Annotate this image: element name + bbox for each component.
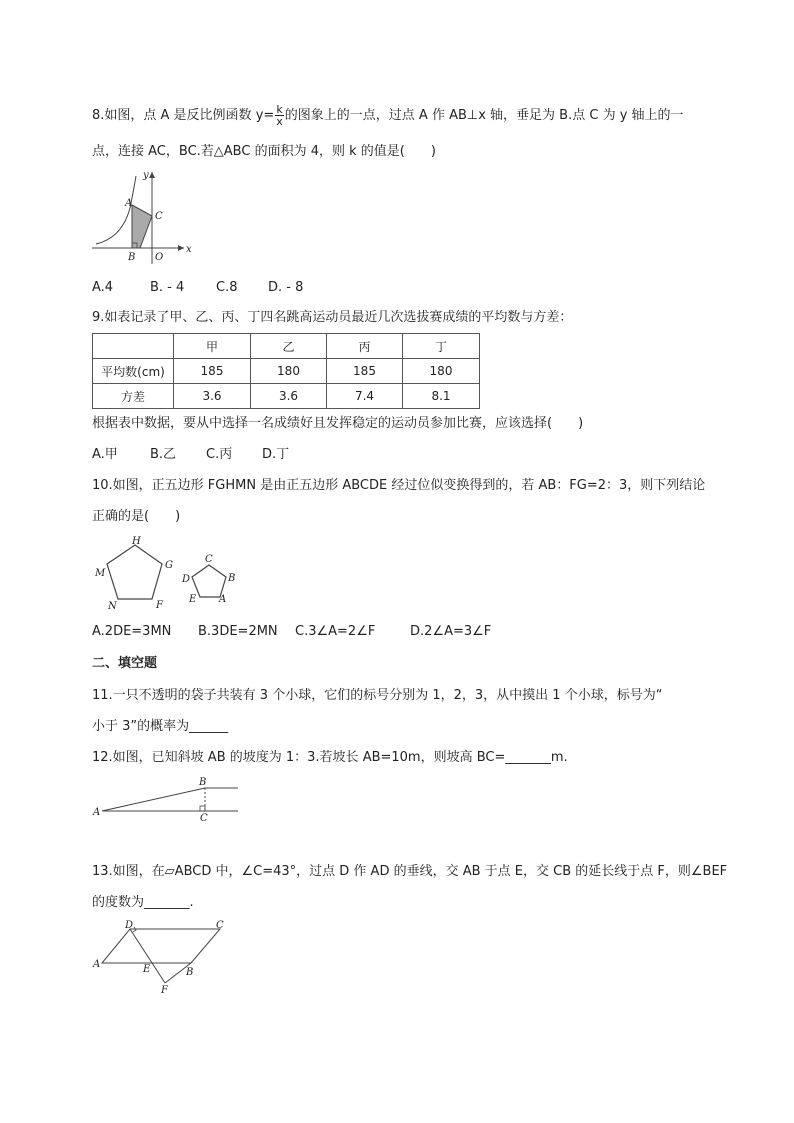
q10-label-C: C: [205, 554, 213, 565]
q8-label-O: O: [155, 252, 164, 263]
q10-label-H: H: [132, 536, 141, 547]
q8-label-A: A: [125, 198, 133, 209]
q10-choice-b: B.3DE=2MN: [198, 624, 278, 639]
q8-stem-line1: [92, 104, 684, 127]
q13-label-F: F: [161, 985, 168, 995]
q8-figure: [92, 168, 192, 266]
q9-header-blank: [93, 334, 174, 359]
q10-label-F: F: [156, 600, 163, 611]
q10-choice-a: A.2DE=3MN: [92, 624, 172, 639]
q8-label-x: x: [186, 244, 192, 255]
q12-stem: 12.如图，已知斜坡 AB 的坡度为 1：3.若坡长 AB=10m，则坡高 BC=_______m.: [92, 750, 568, 765]
q9-cell: 3.6: [174, 384, 251, 409]
q9-choice-c: C.丙: [206, 447, 233, 462]
q9-score-table: [92, 333, 480, 409]
q13-parallelogram: [102, 929, 220, 963]
q8-fraction-denominator: x: [276, 115, 283, 128]
q13-label-A: A: [93, 959, 101, 970]
q9-header-jia: 甲: [174, 334, 251, 359]
q10-label-B: B: [228, 573, 236, 584]
q8-shaded-triangle: [132, 205, 152, 248]
q8-choice-b: B. - 4: [150, 280, 185, 295]
q10-label-E: E: [189, 594, 197, 605]
q12-slope-line: [102, 788, 205, 811]
q9-choice-a: A.甲: [92, 447, 118, 462]
table-row: [93, 359, 480, 384]
q8-stem-line2: 点，连接 AC，BC.若△ABC 的面积为 4，则 k 的值是( ): [92, 144, 436, 159]
q12-right-angle-mark: [200, 806, 205, 811]
q9-cell: 180: [403, 359, 480, 384]
q13-figure: [92, 920, 242, 995]
q10-small-pentagon: [192, 565, 226, 597]
q9-cell: 7.4: [327, 384, 403, 409]
table-row: [93, 384, 480, 409]
q9-cell: 185: [174, 359, 251, 384]
q8-choice-d: D. - 8: [268, 280, 304, 295]
q10-stem-line2: 正确的是( ): [92, 509, 181, 524]
q10-large-pentagon: [107, 545, 162, 599]
q13-label-D: D: [125, 920, 134, 931]
q9-header-bing: 丙: [327, 334, 403, 359]
q8-stem-part2: 的图象上的一点，过点 A 作 AB⊥x 轴，垂足为 B.点 C 为 y 轴上的一: [284, 108, 684, 123]
q9-stem: 9.如表记录了甲、乙、丙、丁四名跳高运动员最近几次选拔赛成绩的平均数与方差：: [92, 310, 573, 325]
q11-stem-line1: 11.一只不透明的袋子共装有 3 个小球，它们的标号分别为 1，2，3，从中摸出 1 个小球，标号为“: [92, 688, 663, 703]
q10-stem-line1: 10.如图，正五边形 FGHMN 是由正五边形 ABCDE 经过位似变换得到的，若 AB：FG=2：3，则下列结论: [92, 478, 706, 493]
q10-label-M: M: [95, 568, 106, 579]
q11-stem-line2: 小于 3”的概率为______: [92, 719, 229, 734]
q13-label-B: B: [186, 967, 194, 978]
q9-cell: 185: [327, 359, 403, 384]
q8-fraction: [275, 104, 284, 127]
table-row: [93, 334, 480, 359]
q13-stem-line2: 的度数为_______.: [92, 895, 194, 910]
q12-figure: [92, 774, 242, 824]
q9-header-ding: 丁: [403, 334, 480, 359]
q10-label-G: G: [165, 560, 173, 571]
q8-x-arrow: [178, 245, 184, 251]
q10-figure: [92, 536, 242, 616]
q8-choices: [92, 279, 303, 297]
q9-row-mean-label: 平均数(cm): [93, 359, 174, 384]
q10-choice-c: C.3∠A=2∠F: [295, 624, 376, 639]
q12-label-A: A: [93, 807, 101, 818]
q10-label-N: N: [108, 601, 117, 612]
q9-header-yi: 乙: [251, 334, 327, 359]
q8-label-C: C: [155, 211, 163, 222]
q8-hyperbola-curve: [96, 176, 136, 244]
q13-label-E: E: [143, 964, 151, 975]
q9-question: 根据表中数据，要从中选择一名成绩好且发挥稳定的运动员参加比赛，应该选择( ): [92, 416, 584, 431]
q8-choice-c: C.8: [216, 280, 238, 295]
q8-stem-part1: 8.如图，点 A 是反比例函数 y=: [92, 108, 275, 123]
q9-cell: 180: [251, 359, 327, 384]
section-title: 二、填空题: [92, 656, 158, 671]
q10-label-A: A: [219, 594, 227, 605]
q9-choices: [92, 446, 289, 464]
q9-choice-d: D.丁: [262, 447, 290, 462]
q10-choices: [92, 623, 491, 641]
q13-stem-line1: 13.如图，在▱ABCD 中，∠C=43°，过点 D 作 AD 的垂线，交 AB 于点 E，交 CB 的延长线于点 F，则∠BEF: [92, 864, 728, 879]
q8-label-B: B: [128, 252, 136, 263]
q12-label-B: B: [199, 777, 207, 788]
q8-fraction-numerator: k: [276, 103, 283, 116]
q10-choice-d: D.2∠A=3∠F: [410, 624, 492, 639]
q8-choice-a: A.4: [92, 280, 114, 295]
q10-label-D: D: [182, 574, 191, 585]
q9-choice-b: B.乙: [150, 447, 177, 462]
q9-cell: 3.6: [251, 384, 327, 409]
q9-row-variance-label: 方差: [93, 384, 174, 409]
q13-label-C: C: [216, 920, 224, 931]
q12-label-C: C: [200, 813, 208, 824]
q9-cell: 8.1: [403, 384, 480, 409]
q8-label-y: y: [143, 170, 149, 181]
q8-y-arrow: [149, 172, 155, 178]
